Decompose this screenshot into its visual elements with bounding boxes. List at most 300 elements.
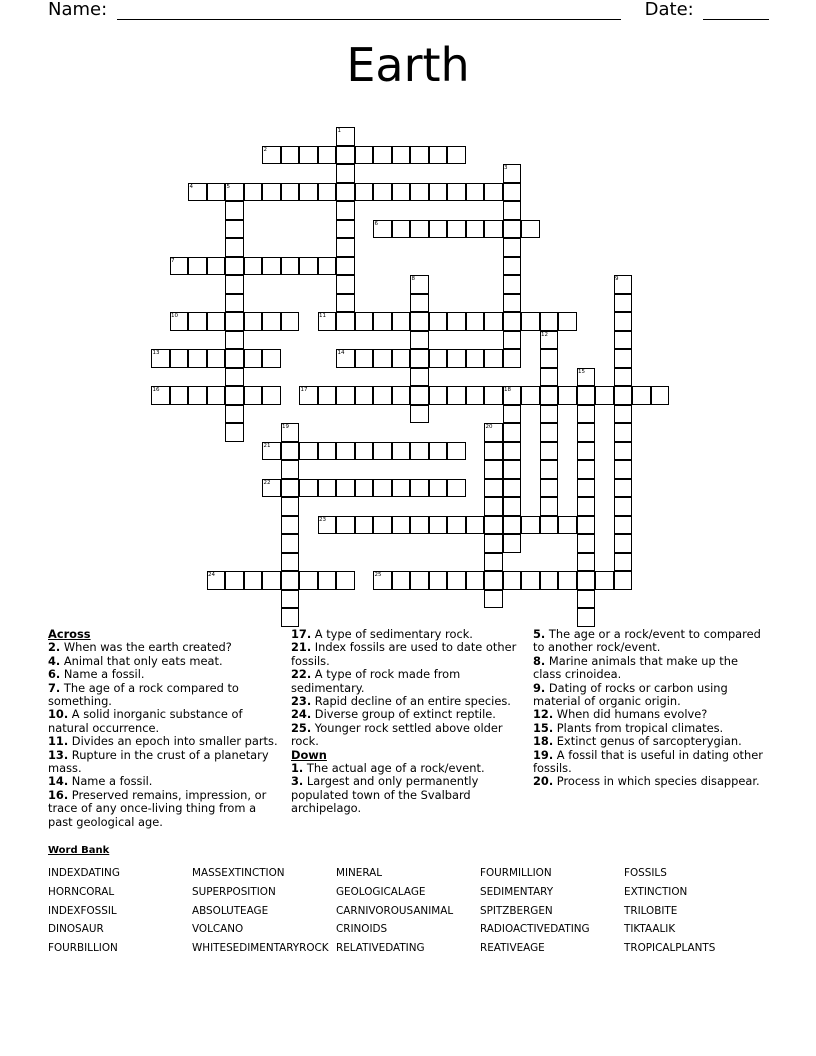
grid-cell[interactable]	[540, 516, 559, 535]
grid-cell[interactable]	[540, 442, 559, 461]
grid-cell[interactable]	[540, 460, 559, 479]
grid-cell[interactable]	[614, 516, 633, 535]
clue-number-label: 5.	[533, 627, 546, 641]
grid-cell[interactable]	[318, 146, 337, 165]
grid-cell[interactable]	[521, 220, 540, 239]
grid-cell[interactable]	[503, 497, 522, 516]
grid-cell[interactable]	[281, 590, 300, 609]
grid-cell[interactable]	[225, 201, 244, 220]
grid-cell[interactable]	[521, 312, 540, 331]
grid-cell[interactable]	[318, 442, 337, 461]
across-clue	[48, 789, 280, 829]
clue-number: 21	[263, 442, 271, 449]
grid-cell[interactable]	[614, 368, 633, 387]
grid-cell[interactable]	[429, 386, 448, 405]
grid-cell[interactable]	[336, 238, 355, 257]
grid-cell[interactable]	[336, 479, 355, 498]
grid-cell[interactable]	[410, 220, 429, 239]
grid-cell[interactable]	[540, 368, 559, 387]
grid-cell[interactable]	[244, 571, 263, 590]
grid-cell[interactable]	[484, 571, 503, 590]
word-bank-item: MINERAL	[336, 867, 383, 879]
grid-cell[interactable]	[614, 479, 633, 498]
grid-cell[interactable]	[355, 516, 374, 535]
grid-cell[interactable]	[207, 349, 226, 368]
grid-cell[interactable]	[225, 220, 244, 239]
grid-cell[interactable]	[484, 349, 503, 368]
word-bank-item: MASSEXTINCTION	[192, 867, 285, 879]
clue-number: 10	[171, 313, 178, 319]
grid-cell[interactable]	[392, 349, 411, 368]
grid-cell[interactable]	[558, 386, 577, 405]
grid-cell[interactable]	[466, 220, 485, 239]
grid-cell[interactable]	[225, 571, 244, 590]
grid-cell[interactable]	[447, 571, 466, 590]
clue-number: 9	[615, 276, 619, 282]
grid-cell[interactable]	[410, 294, 429, 313]
grid-cell[interactable]	[373, 442, 392, 461]
grid-cell[interactable]	[429, 571, 448, 590]
clue-number: 17	[300, 387, 308, 393]
clue-number-label: 18.	[533, 734, 554, 749]
grid-cell[interactable]	[614, 294, 633, 313]
grid-cell[interactable]	[392, 442, 411, 461]
grid-cell[interactable]	[318, 257, 337, 276]
word-bank-item: SPITZBERGEN	[480, 904, 553, 917]
down-heading: Down	[291, 747, 327, 762]
grid-cell[interactable]	[540, 423, 559, 442]
down-clue	[533, 735, 768, 748]
grid-cell[interactable]	[466, 571, 485, 590]
grid-cell[interactable]	[281, 312, 300, 331]
grid-cell[interactable]	[410, 368, 429, 387]
grid-cell[interactable]	[429, 146, 448, 165]
grid-cell[interactable]	[540, 497, 559, 516]
grid-cell[interactable]	[336, 146, 355, 165]
grid-cell[interactable]	[392, 183, 411, 202]
clue-number-label: 24.	[291, 707, 312, 722]
grid-cell[interactable]	[410, 331, 429, 350]
grid-cell[interactable]	[521, 571, 540, 590]
grid-cell[interactable]	[207, 386, 226, 405]
clue-number: 5	[226, 183, 230, 190]
grid-cell[interactable]	[577, 608, 596, 627]
grid-cell[interactable]	[207, 183, 226, 202]
grid-cell[interactable]	[262, 312, 281, 331]
clue-number-label: 22.	[291, 667, 312, 682]
grid-cell[interactable]	[614, 349, 633, 368]
down-clue	[533, 655, 768, 682]
grid-cell[interactable]	[484, 386, 503, 405]
grid-cell[interactable]	[336, 294, 355, 313]
grid-cell[interactable]	[355, 479, 374, 498]
clue-number-label: 14.	[48, 774, 69, 789]
clue-number: 3	[504, 165, 508, 171]
grid-cell[interactable]	[503, 460, 522, 479]
grid-cell[interactable]	[373, 349, 392, 368]
clue-text: When was the earth created?	[60, 640, 232, 655]
grid-cell[interactable]	[410, 349, 429, 368]
down-clue	[533, 722, 768, 735]
grid-cell[interactable]	[484, 479, 503, 498]
grid-cell[interactable]	[299, 183, 318, 202]
grid-cell[interactable]	[262, 349, 281, 368]
grid-cell[interactable]	[429, 220, 448, 239]
clues-column-1	[48, 628, 280, 829]
grid-cell[interactable]	[244, 183, 263, 202]
word-bank-item: SEDIMENTARY	[480, 885, 554, 898]
grid-cell[interactable]	[484, 442, 503, 461]
grid-cell[interactable]	[484, 312, 503, 331]
grid-cell[interactable]	[336, 312, 355, 331]
clue-text: Process in which species disappear.	[553, 774, 760, 789]
grid-cell[interactable]	[262, 257, 281, 276]
grid-cell[interactable]	[281, 608, 300, 627]
grid-cell[interactable]	[429, 479, 448, 498]
down-clue	[291, 775, 521, 815]
grid-cell[interactable]	[336, 571, 355, 590]
clue-number-label: 8.	[533, 653, 546, 668]
grid-cell[interactable]	[410, 183, 429, 202]
grid-cell[interactable]	[373, 183, 392, 202]
grid-cell[interactable]	[577, 534, 596, 553]
clue-number: 4	[189, 183, 193, 190]
clue-number: 23	[319, 516, 326, 523]
grid-cell[interactable]	[484, 497, 503, 516]
grid-cell[interactable]	[281, 479, 300, 498]
grid-cell[interactable]	[410, 442, 429, 461]
grid-cell[interactable]	[503, 201, 522, 220]
grid-cell[interactable]	[614, 497, 633, 516]
word-bank-item: RADIOACTIVEDATING	[480, 923, 590, 936]
grid-cell[interactable]	[392, 220, 411, 239]
grid-cell[interactable]	[447, 146, 466, 165]
clue-number-label: 20.	[533, 774, 554, 789]
grid-cell[interactable]	[170, 349, 189, 368]
grid-cell[interactable]	[447, 442, 466, 461]
word-bank-item: INDEXDATING	[48, 867, 120, 879]
word-bank-item: ABSOLUTEAGE	[192, 904, 269, 917]
down-clue	[533, 682, 768, 709]
grid-cell[interactable]	[614, 405, 633, 424]
grid-cell[interactable]	[225, 368, 244, 387]
grid-cell[interactable]	[244, 312, 263, 331]
grid-cell[interactable]	[170, 386, 189, 405]
grid-cell[interactable]	[336, 516, 355, 535]
grid-cell[interactable]	[521, 386, 540, 405]
grid-cell[interactable]	[614, 460, 633, 479]
grid-cell[interactable]	[244, 386, 263, 405]
grid-cell[interactable]	[410, 312, 429, 331]
clue-number-label: 21.	[291, 640, 312, 655]
grid-cell[interactable]	[299, 146, 318, 165]
clue-text: The actual age of a rock/event.	[303, 761, 485, 776]
grid-cell[interactable]	[188, 349, 207, 368]
grid-cell[interactable]	[503, 423, 522, 442]
grid-cell[interactable]	[577, 386, 596, 405]
across-clue	[48, 708, 280, 735]
clue-text: Younger rock settled above older rock.	[291, 720, 503, 749]
grid-cell[interactable]	[225, 275, 244, 294]
grid-cell[interactable]	[503, 479, 522, 498]
word-bank-item: GEOLOGICALAGE	[336, 885, 426, 898]
grid-cell[interactable]	[373, 146, 392, 165]
grid-cell[interactable]	[299, 571, 318, 590]
grid-cell[interactable]	[577, 571, 596, 590]
grid-cell[interactable]	[244, 257, 263, 276]
clues-column-3	[533, 628, 768, 789]
across-clue	[48, 655, 280, 668]
grid-cell[interactable]	[577, 516, 596, 535]
grid-cell[interactable]	[577, 553, 596, 572]
grid-cell[interactable]	[207, 312, 226, 331]
grid-cell[interactable]	[484, 534, 503, 553]
grid-cell[interactable]	[225, 331, 244, 350]
grid-cell[interactable]	[447, 479, 466, 498]
grid-cell[interactable]	[318, 571, 337, 590]
grid-cell[interactable]	[225, 423, 244, 442]
grid-cell[interactable]	[392, 516, 411, 535]
grid-cell[interactable]	[503, 331, 522, 350]
grid-cell[interactable]	[281, 497, 300, 516]
grid-cell[interactable]	[484, 590, 503, 609]
grid-cell[interactable]	[299, 479, 318, 498]
grid-cell[interactable]	[503, 534, 522, 553]
grid-cell[interactable]	[447, 183, 466, 202]
grid-cell[interactable]	[614, 312, 633, 331]
grid-cell[interactable]	[244, 349, 263, 368]
grid-cell[interactable]	[447, 220, 466, 239]
grid-cell[interactable]	[336, 386, 355, 405]
grid-cell[interactable]	[373, 312, 392, 331]
clue-text: Rupture in the crust of a planetary mass.	[48, 747, 269, 776]
grid-cell[interactable]	[188, 312, 207, 331]
grid-cell[interactable]	[429, 312, 448, 331]
clue-number: 12	[541, 331, 548, 338]
grid-cell[interactable]	[429, 442, 448, 461]
grid-cell[interactable]	[651, 386, 670, 405]
grid-cell[interactable]	[614, 331, 633, 350]
grid-cell[interactable]	[336, 257, 355, 276]
grid-cell[interactable]	[318, 479, 337, 498]
clue-text: A fossil that is useful in dating other fossils.	[533, 747, 763, 776]
clue-text: A type of rock made from sedimentary.	[291, 667, 461, 695]
grid-cell[interactable]	[336, 442, 355, 461]
clue-text: Marine animals that make up the class crinoidea.	[533, 653, 738, 682]
grid-cell[interactable]	[503, 257, 522, 276]
grid-cell[interactable]	[540, 312, 559, 331]
grid-cell[interactable]	[503, 405, 522, 424]
grid-cell[interactable]	[225, 405, 244, 424]
date-label: Date:	[644, 0, 694, 20]
clue-number-label: 3.	[291, 774, 304, 789]
grid-cell[interactable]	[595, 386, 614, 405]
grid-cell[interactable]	[484, 553, 503, 572]
grid-cell[interactable]	[225, 386, 244, 405]
grid-cell[interactable]	[410, 405, 429, 424]
grid-cell[interactable]	[540, 386, 559, 405]
grid-cell[interactable]	[484, 220, 503, 239]
grid-cell[interactable]	[392, 571, 411, 590]
grid-cell[interactable]	[577, 497, 596, 516]
grid-cell[interactable]	[540, 479, 559, 498]
grid-cell[interactable]	[466, 386, 485, 405]
grid-cell[interactable]	[595, 571, 614, 590]
clue-number-label: 2.	[48, 640, 61, 655]
grid-cell[interactable]	[447, 516, 466, 535]
grid-cell[interactable]	[410, 516, 429, 535]
grid-cell[interactable]	[614, 571, 633, 590]
grid-cell[interactable]	[373, 479, 392, 498]
grid-cell[interactable]	[225, 257, 244, 276]
grid-cell[interactable]	[188, 386, 207, 405]
grid-cell[interactable]	[336, 183, 355, 202]
grid-cell[interactable]	[225, 238, 244, 257]
clue-text: A type of sedimentary rock.	[311, 627, 473, 641]
grid-cell[interactable]	[484, 516, 503, 535]
grid-cell[interactable]	[614, 442, 633, 461]
grid-cell[interactable]	[188, 257, 207, 276]
grid-cell[interactable]	[281, 534, 300, 553]
grid-cell[interactable]	[262, 183, 281, 202]
grid-cell[interactable]	[281, 146, 300, 165]
grid-cell[interactable]	[614, 534, 633, 553]
grid-cell[interactable]	[614, 386, 633, 405]
grid-cell[interactable]	[318, 183, 337, 202]
grid-cell[interactable]	[503, 312, 522, 331]
grid-cell[interactable]	[373, 516, 392, 535]
grid-cell[interactable]	[281, 571, 300, 590]
grid-cell[interactable]	[577, 479, 596, 498]
grid-cell[interactable]	[299, 442, 318, 461]
grid-cell[interactable]	[540, 349, 559, 368]
grid-cell[interactable]	[410, 571, 429, 590]
grid-cell[interactable]	[558, 516, 577, 535]
across-clue	[291, 722, 521, 749]
grid-cell[interactable]	[632, 386, 651, 405]
grid-cell[interactable]	[577, 590, 596, 609]
grid-cell[interactable]	[355, 146, 374, 165]
grid-cell[interactable]	[281, 183, 300, 202]
grid-cell[interactable]	[503, 571, 522, 590]
grid-cell[interactable]	[503, 294, 522, 313]
grid-cell[interactable]	[355, 183, 374, 202]
grid-cell[interactable]	[225, 349, 244, 368]
clue-number: 18	[504, 387, 511, 393]
grid-cell[interactable]	[503, 220, 522, 239]
grid-cell[interactable]	[503, 349, 522, 368]
grid-cell[interactable]	[484, 460, 503, 479]
grid-cell[interactable]	[392, 146, 411, 165]
down-clue	[533, 628, 768, 655]
word-bank	[48, 864, 768, 958]
grid-cell[interactable]	[373, 386, 392, 405]
grid-cell[interactable]	[281, 516, 300, 535]
grid-cell[interactable]	[336, 275, 355, 294]
grid-cell[interactable]	[577, 460, 596, 479]
grid-cell[interactable]	[484, 183, 503, 202]
clue-number: 19	[282, 424, 289, 430]
clue-text: A solid inorganic substance of natural occurrence.	[48, 707, 243, 735]
grid-cell[interactable]	[281, 257, 300, 276]
grid-cell[interactable]	[299, 257, 318, 276]
grid-cell[interactable]	[558, 571, 577, 590]
grid-cell[interactable]	[577, 405, 596, 424]
grid-cell[interactable]	[207, 257, 226, 276]
grid-cell[interactable]	[503, 516, 522, 535]
grid-cell[interactable]	[614, 423, 633, 442]
grid-cell[interactable]	[466, 516, 485, 535]
grid-cell[interactable]	[281, 553, 300, 572]
grid-cell[interactable]	[577, 442, 596, 461]
grid-cell[interactable]	[336, 164, 355, 183]
grid-cell[interactable]	[281, 460, 300, 479]
across-clue	[291, 668, 521, 695]
grid-cell[interactable]	[410, 479, 429, 498]
down-clue	[533, 749, 768, 776]
clue-text: Divides an epoch into smaller parts.	[68, 734, 278, 749]
grid-cell[interactable]	[225, 294, 244, 313]
grid-cell[interactable]	[410, 146, 429, 165]
clue-number-label: 4.	[48, 653, 61, 668]
grid-cell[interactable]	[429, 183, 448, 202]
grid-cell[interactable]	[429, 349, 448, 368]
grid-cell[interactable]	[577, 423, 596, 442]
grid-cell[interactable]	[336, 201, 355, 220]
grid-cell[interactable]	[466, 183, 485, 202]
grid-cell[interactable]	[558, 312, 577, 331]
grid-cell[interactable]	[503, 442, 522, 461]
across-clue	[291, 641, 521, 668]
across-clue	[48, 775, 280, 788]
grid-cell[interactable]	[355, 386, 374, 405]
grid-cell[interactable]	[503, 183, 522, 202]
grid-cell[interactable]	[447, 312, 466, 331]
grid-cell[interactable]	[336, 220, 355, 239]
grid-cell[interactable]	[355, 312, 374, 331]
clue-text: Name a fossil.	[68, 774, 153, 789]
grid-cell[interactable]	[392, 479, 411, 498]
word-bank-item: FOURBILLION	[48, 942, 118, 955]
grid-cell[interactable]	[355, 349, 374, 368]
grid-cell[interactable]	[262, 386, 281, 405]
grid-cell[interactable]	[447, 386, 466, 405]
grid-cell[interactable]	[392, 312, 411, 331]
grid-cell[interactable]	[355, 442, 374, 461]
grid-cell[interactable]	[429, 516, 448, 535]
grid-cell[interactable]	[466, 312, 485, 331]
grid-cell[interactable]	[318, 386, 337, 405]
grid-cell[interactable]	[540, 571, 559, 590]
clue-text: Dating of rocks or carbon using material of organic origin.	[533, 680, 728, 709]
grid-cell[interactable]	[392, 386, 411, 405]
grid-cell[interactable]	[466, 349, 485, 368]
grid-cell[interactable]	[540, 405, 559, 424]
grid-cell[interactable]	[262, 571, 281, 590]
grid-cell[interactable]	[503, 275, 522, 294]
word-bank-item: WHITESEDIMENTARYROCK	[192, 942, 329, 955]
grid-cell[interactable]	[281, 442, 300, 461]
grid-cell[interactable]	[614, 553, 633, 572]
word-bank-item: HORNCORAL	[48, 885, 115, 898]
down-clue	[533, 708, 768, 721]
grid-cell[interactable]	[447, 349, 466, 368]
grid-cell[interactable]	[521, 516, 540, 535]
grid-cell[interactable]	[225, 312, 244, 331]
across-clue	[48, 749, 280, 776]
grid-cell[interactable]	[410, 386, 429, 405]
grid-cell[interactable]	[503, 238, 522, 257]
